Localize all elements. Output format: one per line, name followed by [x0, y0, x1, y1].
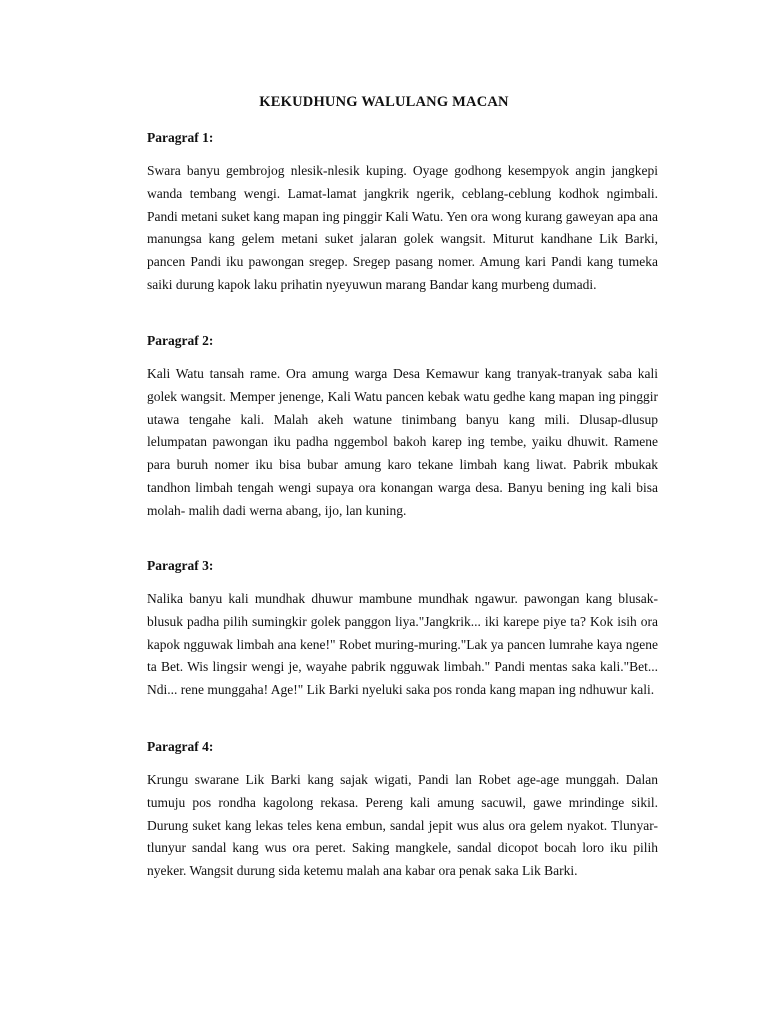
section-heading-2: Paragraf 2: — [147, 333, 214, 348]
paragraph-3: Nalika banyu kali mundhak dhuwur mambune mundhak ngawur. pawongan kang blusak-blusuk padha pilih sumingkir golek panggon liya."Jangkrik... iki karepe piye ta? Kok isih ora kapok ngguwak limbah ana kene!" Robet muring-muring."Lak ya pancen lumrahe kaya ngene ta Bet. Wis lingsir wengi je, wayahe pabrik ngguwak limbah." Pandi mentas saka kali."Bet... Ndi... rene munggaha! Age!" Lik Barki nyeluki saka pos ronda kang mapan ing ndhuwur kali. — [147, 591, 658, 698]
section-heading-4: Paragraf 4: — [147, 739, 214, 754]
section-heading-1: Paragraf 1: — [147, 130, 214, 145]
paragraph-2: Kali Watu tansah rame. Ora amung warga Desa Kemawur kang tranyak-tranyak saba kali golek wangsit. Memper jenenge, Kali Watu pancen kebak watu gedhe kang mapan ing pinggir utawa tengahe kali. Malah akeh watune tinimbang banyu kang mili. Dlusap-dlusup lelumpatan pawongan iku padha nggembol bakoh karep ing tembe, yaiku dhuwit. Ramene para buruh nomer iku bisa bubar amung karo tekane limbah kang liwat. Pabrik mbukak tandhon limbah tengah wengi supaya ora konangan warga desa. Banyu bening ing kali bisa molah- malih dadi werna abang, ijo, lan kuning. — [147, 366, 658, 518]
section-heading-3: Paragraf 3: — [147, 558, 214, 573]
paragraph-1: Swara banyu gembrojog nlesik-nlesik kuping. Oyage godhong kesempyok angin jangkepi wanda tembang wengi. Lamat-lamat jangkrik ngerik, ceblang-ceblung kodhok ngimbali. Pandi metani suket kang mapan ing pinggir Kali Watu. Yen ora wong kurang gaweyan apa ana manungsa kang gelem metani suket jalaran golek wangsit. Miturut kandhane Lik Barki, pancen Pandi iku pawongan sregep. Sregep pasang nomer. Amung kari Pandi kang tumeka saiki durung kapok laku prihatin nyeyuwun marang Bandar kang murbeng dumadi. — [147, 163, 658, 292]
paragraph-4: Krungu swarane Lik Barki kang sajak wigati, Pandi lan Robet age-age munggah. Dalan tumuju pos rondha kagolong rekasa. Pereng kali amung sacuwil, gawe mrindinge sikil. Durung suket kang lekas teles kena embun, sandal jepit wus alus ora gelem nyakot. Tlunyar-tlunyur sandal kang wus ora peret. Saking mangkele, sandal dicopot bocah loro iku pilih nyeker. Wangsit durung sida ketemu malah ana kabar ora penak saka Lik Barki. — [147, 772, 658, 879]
document-title: KEKUDHUNG WALULANG MACAN — [259, 94, 509, 110]
